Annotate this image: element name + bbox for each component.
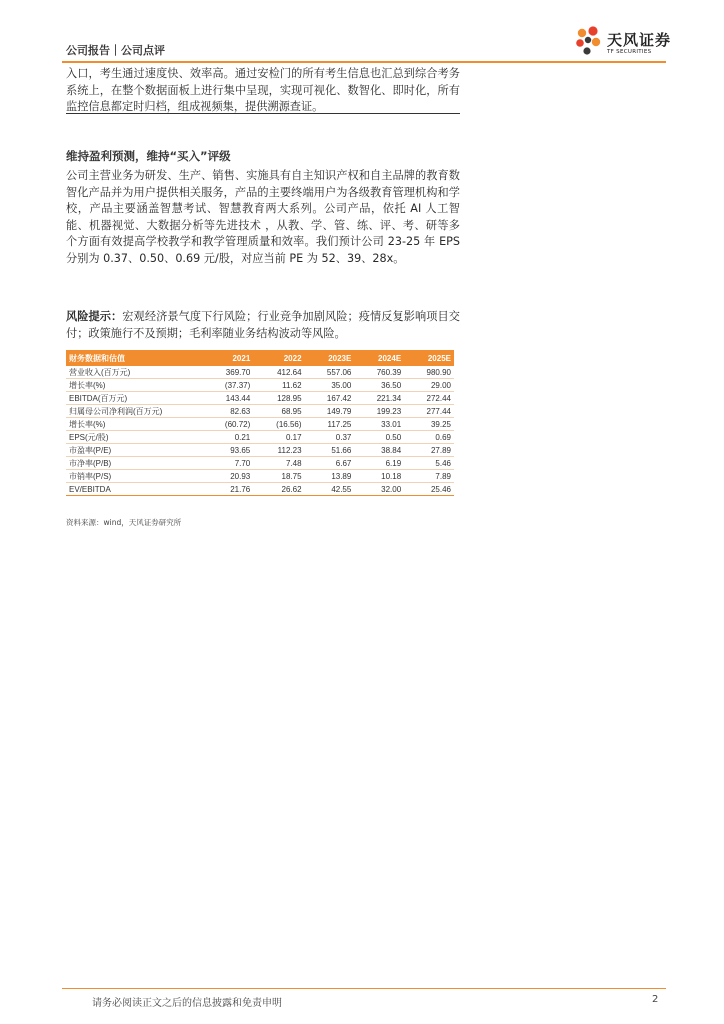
table-cell: 27.89 — [404, 444, 454, 457]
logo-english-name: TF SECURITIES — [607, 49, 652, 55]
table-row — [66, 366, 454, 379]
table-cell: 112.23 — [253, 444, 304, 457]
table-cell: 11.62 — [253, 379, 304, 392]
risk-label: 风险提示： — [66, 310, 123, 323]
intro-underline — [66, 113, 460, 114]
table-cell: 10.18 — [354, 470, 404, 483]
table-cell: 市净率(P/B) — [66, 457, 202, 470]
table-cell: 557.06 — [305, 366, 355, 379]
table-cell: 20.93 — [202, 470, 253, 483]
table-cell: 51.66 — [305, 444, 355, 457]
table-cell: 市盈率(P/E) — [66, 444, 202, 457]
table-cell: 35.00 — [305, 379, 355, 392]
table-row — [66, 457, 454, 470]
table-cell: EPS(元/股) — [66, 431, 202, 444]
table-cell: 25.46 — [404, 483, 454, 496]
table-cell: 167.42 — [305, 392, 355, 405]
table-cell: 7.70 — [202, 457, 253, 470]
table-cell: 营业收入(百万元) — [66, 366, 202, 379]
company-logo — [572, 24, 672, 62]
table-cell: 93.65 — [202, 444, 253, 457]
table-header-cell: 财务数据和估值 — [66, 350, 202, 366]
table-cell: 36.50 — [354, 379, 404, 392]
pinwheel-logo-icon — [572, 24, 606, 60]
table-cell: 7.48 — [253, 457, 304, 470]
table-cell: 149.79 — [305, 405, 355, 418]
table-cell: 221.34 — [354, 392, 404, 405]
table-row — [66, 379, 454, 392]
table-cell: 38.84 — [354, 444, 404, 457]
table-cell: 117.25 — [305, 418, 355, 431]
table-row — [66, 483, 454, 496]
table-cell: 68.95 — [253, 405, 304, 418]
table-cell: 143.44 — [202, 392, 253, 405]
forecast-heading: 维持盈利预测，维持“买入”评级 — [66, 149, 231, 163]
table-cell: 39.25 — [404, 418, 454, 431]
table-source-note: 资料来源：wind，天风证券研究所 — [66, 518, 182, 527]
report-type-label: 公司报告｜公司点评 — [66, 44, 165, 57]
table-cell: 369.70 — [202, 366, 253, 379]
table-header-cell: 2023E — [305, 350, 355, 366]
table-cell: 增长率(%) — [66, 418, 202, 431]
table-header-cell: 2022 — [253, 350, 304, 366]
risk-paragraph — [66, 309, 460, 342]
intro-paragraph: 入口，考生通过速度快、效率高。通过安检门的所有考生信息也汇总到综合考务系统上，在整个数据面板上进行集中呈现，实现可视化、数智化、即时化，所有监控信息都定时归档，组成视频集，提供溯源查证。 — [66, 67, 460, 113]
table-header-cell: 2024E — [354, 350, 404, 366]
forecast-paragraph: 公司主营业务为研发、生产、销售、实施具有自主知识产权和自主品牌的教育数智化产品并为用户提供相关服务，产品的主要终端用户为各级教育管理机构和学校，产品主要涵盖智慧考试、智慧教育两大系列。公司产品，依托 AI 人工智能、机器视觉、大数据分析等先进技术 ，从教、学、管、练、评、考、研等多个方面有效提高学校教学和教学管理质量和效率。我们预计公司 23-25 年 EPS 分别为 0.37、0.50、0.69 元/股，对应当前 PE 为 52、39、28x。 — [66, 169, 460, 265]
table-cell: (16.56) — [253, 418, 304, 431]
table-header-cell: 2025E — [404, 350, 454, 366]
table-cell: 市销率(P/S) — [66, 470, 202, 483]
table-cell: 33.01 — [354, 418, 404, 431]
table-cell: 980.90 — [404, 366, 454, 379]
table-cell: 277.44 — [404, 405, 454, 418]
table-row — [66, 392, 454, 405]
logo-chinese-name: 天风证券 — [607, 31, 672, 49]
table-cell: 0.21 — [202, 431, 253, 444]
footer-divider — [62, 988, 666, 989]
table-cell: 0.69 — [404, 431, 454, 444]
table-cell: 42.55 — [305, 483, 355, 496]
table-cell: 13.89 — [305, 470, 355, 483]
financial-table — [66, 350, 454, 496]
table-cell: 6.19 — [354, 457, 404, 470]
table-cell: 18.75 — [253, 470, 304, 483]
table-cell: 272.44 — [404, 392, 454, 405]
table-cell: 32.00 — [354, 483, 404, 496]
table-cell: EV/EBITDA — [66, 483, 202, 496]
table-header-row — [66, 350, 454, 366]
table-cell: 增长率(%) — [66, 379, 202, 392]
table-cell: 6.67 — [305, 457, 355, 470]
table-row — [66, 470, 454, 483]
footer-disclaimer: 请务必阅读正文之后的信息披露和免责申明 — [92, 998, 282, 1009]
table-row — [66, 431, 454, 444]
table-cell: 21.76 — [202, 483, 253, 496]
table-cell: 0.37 — [305, 431, 355, 444]
table-cell: 5.46 — [404, 457, 454, 470]
table-cell: 199.23 — [354, 405, 404, 418]
table-cell: (37.37) — [202, 379, 253, 392]
table-cell: 归属母公司净利润(百万元) — [66, 405, 202, 418]
page-number: 2 — [652, 994, 659, 1005]
table-cell: EBITDA(百万元) — [66, 392, 202, 405]
table-cell: 0.17 — [253, 431, 304, 444]
table-cell: 29.00 — [404, 379, 454, 392]
table-cell: (60.72) — [202, 418, 253, 431]
table-header-cell: 2021 — [202, 350, 253, 366]
table-cell: 0.50 — [354, 431, 404, 444]
table-cell: 128.95 — [253, 392, 304, 405]
table-row — [66, 405, 454, 418]
risk-text: 宏观经济景气度下行风险；行业竞争加剧风险；疫情反复影响项目交付；政策施行不及预期；毛利率随业务结构波动等风险。 — [66, 310, 460, 340]
table-cell: 82.63 — [202, 405, 253, 418]
table-row — [66, 444, 454, 457]
table-cell: 26.62 — [253, 483, 304, 496]
table-row — [66, 418, 454, 431]
table-cell: 760.39 — [354, 366, 404, 379]
table-cell: 412.64 — [253, 366, 304, 379]
table-cell: 7.89 — [404, 470, 454, 483]
